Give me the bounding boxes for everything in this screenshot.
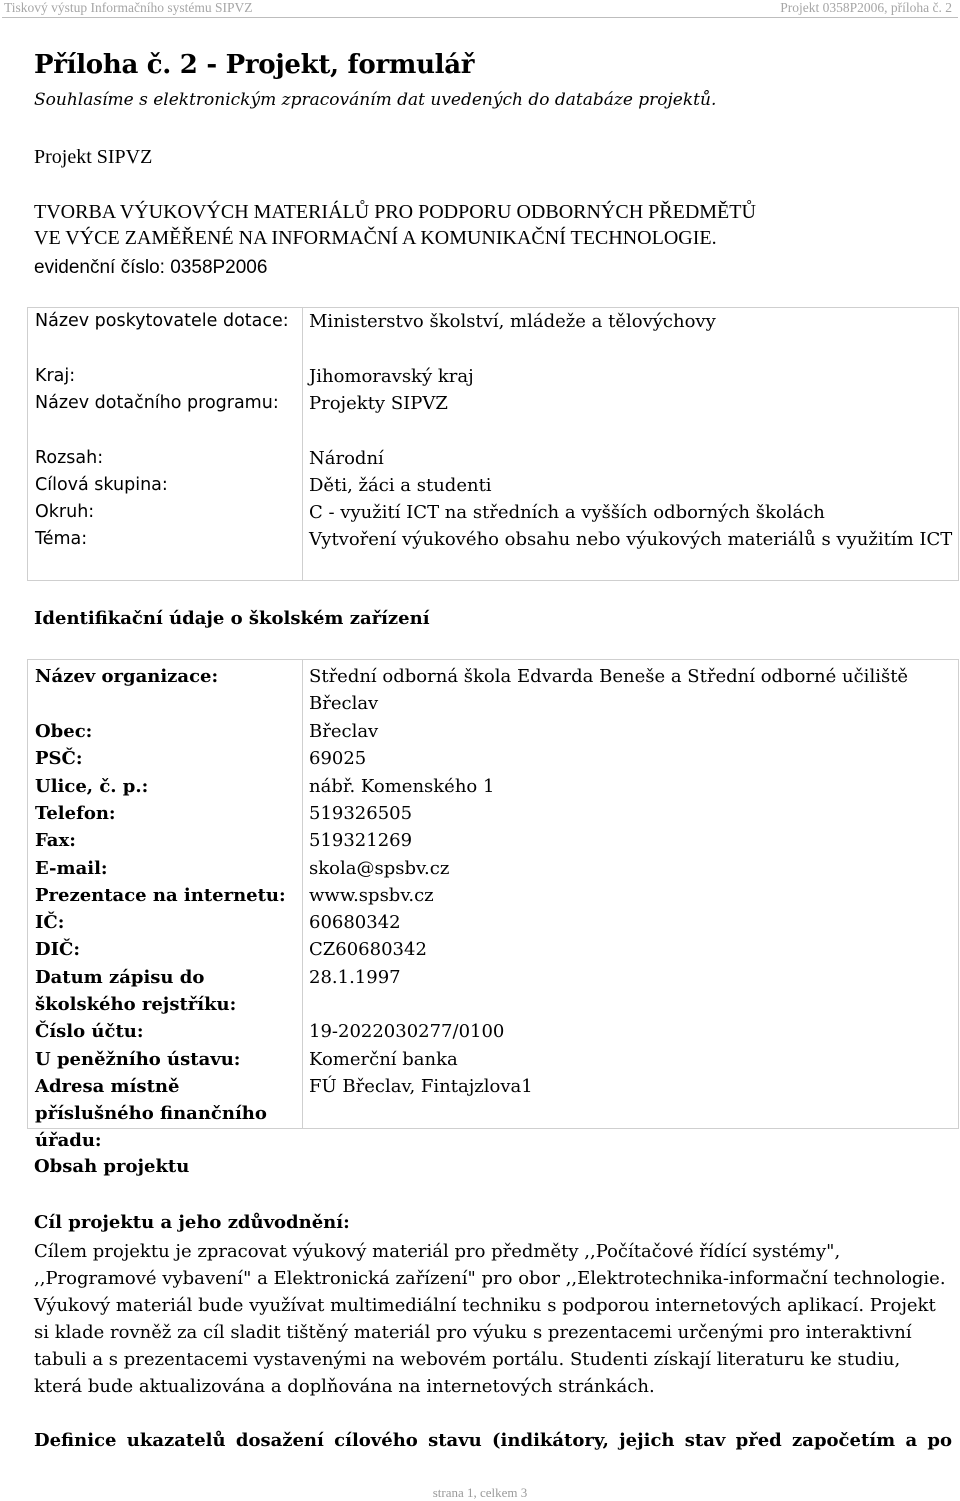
row-label: Fax: — [35, 830, 76, 851]
row-value: Vytvoření výukového obsahu nebo výukových materiálů s využitím ICT — [309, 529, 953, 550]
row-value: Břeclav — [309, 721, 379, 742]
column-divider — [302, 660, 303, 1128]
row-value: Projekty SIPVZ — [309, 393, 448, 414]
row-label: Prezentace na internetu: — [35, 885, 286, 906]
school-info-table — [27, 659, 959, 1151]
row-label: Ulice, č. p.: — [35, 776, 149, 797]
row-value: Ministerstvo školství, mládeže a tělovýchovy — [309, 311, 716, 332]
row-label: U peněžního ústavu: — [35, 1049, 241, 1070]
project-label: Projekt SIPVZ — [34, 146, 153, 168]
goal-paragraph: Cílem projektu je zpracovat výukový materiál pro předměty ,,Počítačové řídící systémy", ,,Programové vybavení" a Elektronická zařízení" pro obor ,,Elektrotechnika-informační technologie. Výukový materiál bude využívat multimediální techniku s podporou internetových aplikací. Projekt si klade rovněž za cíl sladit tištěný materiál pro výuku s prezentacemi určenými pro interaktivní tabuli a s prezentacemi vystavenými na webovém portálu. Studenti získají literaturu ke studiu, která bude aktualizována a doplňována na internetových stránkách. — [34, 1241, 946, 1397]
running-header-left: Tiskový výstup Informačního systému SIPVZ — [4, 0, 253, 15]
row-value: 19-2022030277/0100 — [309, 1021, 505, 1042]
indicators-heading: Definice ukazatelů dosažení cílového stavu (indikátory, jejich stav před započetím a po — [34, 1430, 952, 1451]
row-label: Název organizace: — [35, 666, 219, 687]
document-title: Příloha č. 2 - Projekt, formulář — [34, 50, 475, 80]
running-header-right: Projekt 0358P2006, příloha č. 2 — [780, 0, 952, 15]
content-heading: Obsah projektu — [34, 1156, 190, 1177]
row-value: CZ60680342 — [309, 939, 427, 960]
row-value: www.spsbv.cz — [309, 885, 434, 906]
row-value: Národní — [309, 448, 384, 469]
row-value: 28.1.1997 — [309, 967, 401, 988]
row-value: 60680342 — [309, 912, 401, 933]
row-label: Číslo účtu: — [35, 1021, 144, 1042]
row-value: Děti, žáci a studenti — [309, 475, 492, 496]
column-divider — [302, 308, 303, 580]
header-rule — [2, 17, 958, 18]
project-title — [34, 199, 934, 251]
project-title-line: TVORBA VÝUKOVÝCH MATERIÁLŮ PRO PODPORU ODBORNÝCH PŘEDMĚTŮ — [34, 201, 756, 223]
row-label: PSČ: — [35, 748, 83, 769]
row-label: Datum zápisu do školského rejstříku: — [35, 967, 237, 1015]
row-label: Kraj: — [35, 366, 76, 386]
row-value: Komerční banka — [309, 1049, 458, 1070]
grant-info-table — [27, 307, 959, 581]
evidence-number: evidenční číslo: 0358P2006 — [34, 257, 268, 278]
row-value: Střední odborná škola Edvarda Beneše a Střední odborné učiliště Břeclav — [309, 666, 909, 714]
row-label: Název poskytovatele dotace: — [35, 311, 289, 331]
row-label: Obec: — [35, 721, 93, 742]
row-value: C - využití ICT na středních a vyšších odborných školách — [309, 502, 825, 523]
row-label: Název dotačního programu: — [35, 393, 279, 413]
row-label: Cílová skupina: — [35, 475, 168, 495]
consent-note: Souhlasíme s elektronickým zpracováním dat uvedených do databáze projektů. — [34, 90, 717, 110]
row-label: DIČ: — [35, 939, 80, 960]
row-value: 519321269 — [309, 830, 413, 851]
row-value: skola@spsbv.cz — [309, 858, 450, 879]
project-title-line: VE VÝCE ZAMĚŘENÉ NA INFORMAČNÍ A KOMUNIKAČNÍ TECHNOLOGIE. — [34, 227, 717, 249]
page-footer: strana 1, celkem 3 — [432, 1485, 528, 1500]
row-label: Rozsah: — [35, 448, 104, 468]
row-value: 69025 — [309, 748, 367, 769]
row-label: Okruh: — [35, 502, 95, 522]
row-value: 519326505 — [309, 803, 413, 824]
row-value: FÚ Břeclav, Fintajzlova1 — [309, 1076, 533, 1097]
goal-heading: Cíl projektu a jeho zdůvodnění: — [34, 1212, 350, 1233]
row-value: nábř. Komenského 1 — [309, 776, 495, 797]
school-section-heading: Identifikační údaje o školském zařízení — [34, 608, 430, 629]
row-label: E-mail: — [35, 858, 108, 879]
row-label: IČ: — [35, 912, 65, 933]
row-label: Telefon: — [35, 803, 116, 824]
row-label: Téma: — [35, 529, 88, 549]
row-value: Jihomoravský kraj — [309, 366, 474, 387]
row-label: Adresa místně příslušného finančního úřadu: — [35, 1076, 267, 1151]
